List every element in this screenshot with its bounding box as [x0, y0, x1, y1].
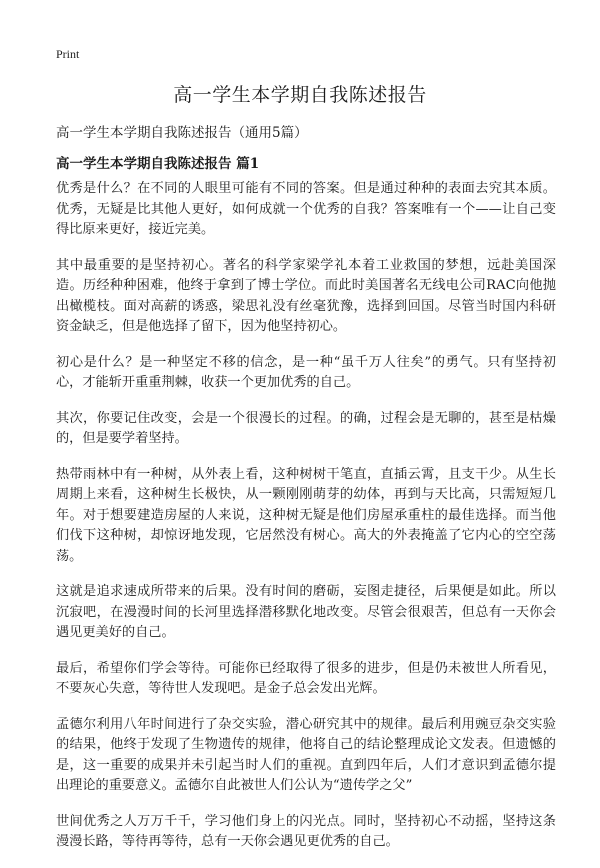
paragraph: 最后，希望你们学会等待。可能你已经取得了很多的进步，但是仍未被世人所看见，不要灰心失意，等待世人发现吧。是金子总会发出光辉。 [56, 660, 556, 696]
paragraph: 热带雨林中有一种树，从外表上看，这种树树干笔直，直插云霄，且支干少。从生长周期上来看，这种树生长极快，从一颗刚刚萌芽的幼体，再到与天比高，只需短短几年。对于想要建造房屋的人来说，这种树无疑是他们房屋承重柱的最佳选择。而当他们伐下这种树，却惊讶地发现，它居然没有树心。高大的外表掩盖了它内心的空空荡荡。 [56, 466, 556, 564]
paragraph: 世间优秀之人万万千千，学习他们身上的闪光点。同时，坚持初心不动摇，坚持这条漫漫长路，等待再等待，总有一天你会遇见更优秀的自己。 [56, 813, 556, 849]
section-heading: 高一学生本学期自我陈述报告 篇1 [56, 156, 260, 172]
paragraph: 优秀是什么？在不同的人眼里可能有不同的答案。但是通过种种的表面去究其本质。优秀，无疑是比其他人更好，如何成就一个优秀的自我？答案唯有一个——让自己变得比原来更好，接近完美。 [56, 181, 556, 237]
print-link[interactable]: Print [56, 47, 80, 61]
document-subtitle: 高一学生本学期自我陈述报告（通用5篇） [56, 125, 308, 141]
paragraph: 初心是什么？是一种坚定不移的信念，是一种“虽千万人往矣”的勇气。只有坚持初心，才能斩开重重荆棘，收获一个更加优秀的自己。 [56, 354, 556, 390]
paragraph: 其次，你要记住改变，会是一个很漫长的过程。的确，过程会是无聊的，甚至是枯燥的，但是要学着坚持。 [56, 410, 556, 446]
page-title: 高一学生本学期自我陈述报告 [173, 84, 427, 106]
article-body [56, 179, 556, 868]
paragraph: 孟德尔利用八年时间进行了杂交实验，潜心研究其中的规律。最后利用豌豆杂交实验的结果，他终于发现了生物遗传的规律，他将自己的结论整理成论文发表。但遗憾的是，这一重要的成果并未引起当时人们的重视。直到四年后，人们才意识到孟德尔提出理论的重要意义。孟德尔自此被世人们公认为“遗传学之父” [56, 716, 556, 793]
paragraph: 这就是追求速成所带来的后果。没有时间的磨砺，妄图走捷径，后果便是如此。所以沉寂吧，在漫漫时间的长河里选择潜移默化地改变。尽管会很艰苦，但总有一天你会遇见更美好的自己。 [56, 584, 556, 640]
paragraph: 其中最重要的是坚持初心。著名的科学家梁学礼本着工业救国的梦想，远赴美国深造。历经种种困难，他终于拿到了博士学位。而此时美国著名无线电公司RAC向他抛出橄榄枝。面对高薪的诱惑，梁思礼没有丝毫犹豫，选择到回国。尽管当时国内科研资金缺乏，但是他选择了留下，因为他坚持初心。 [56, 257, 556, 334]
